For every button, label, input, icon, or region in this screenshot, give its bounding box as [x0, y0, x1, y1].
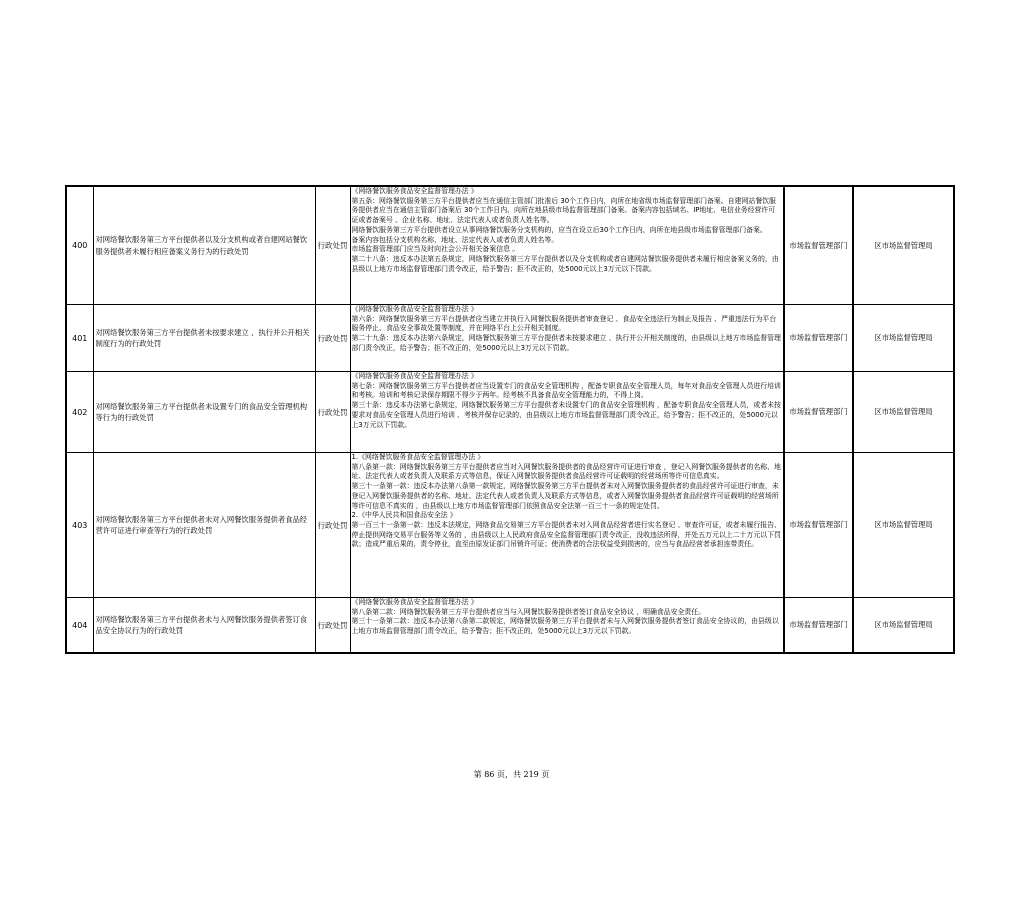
basis-line: 2.《中华人民共和国食品安全法 》	[351, 511, 457, 520]
item-category: 行政处罚	[315, 372, 350, 453]
basis-line: 第三十一条第一款：违反本办法第八条第一款规定，网络餐饮服务第三方平台提供者未对入网餐饮服务提供者的食品经营许可证进行审查，未登记入网餐饮服务提供者的名称、地址、法定代表人或者负责人及联系方式等信息，或者入网餐饮服务提供者食品经营许可证载明的经营场所等许可信息不真实的 ，由县级以上地方市场监督管理部门依照食品安全法第一百三十一条的规定处罚。	[351, 482, 779, 510]
basis-line: 第三十条：违反本办法第七条规定，网络餐饮服务第三方平台提供者未设置专门的食品安全管理机构 ，配备专职食品安全管理人员，或者未按要求对食品安全管理人员进行培训 、考核并保存记录的，由县级以上地方市场监督管理部门责令改正，给予警告；拒不改正的，处5000元以上3万元以下罚款。	[351, 401, 781, 429]
legal-basis	[350, 453, 784, 598]
legal-basis	[350, 186, 784, 305]
table-body	[66, 186, 954, 653]
item-category: 行政处罚	[315, 598, 350, 654]
basis-line: 第二十八条：违反本办法第五条规定，网络餐饮服务第三方平台提供者以及分支机构或者自建网站餐饮服务提供者未履行相应备案义务的，由县级以上地方市场监督管理部门责令改正，给予警告；拒不改正的，处5000元以上3万元以下罚款。	[351, 254, 779, 273]
legal-basis-text	[352, 305, 783, 371]
item-name: 对网络餐饮服务第三方平台提供者未设置专门的食品安全管理机构等行为的行政处罚	[93, 372, 315, 453]
footer-mid: 页，共	[496, 770, 521, 779]
legal-basis	[350, 372, 784, 453]
basis-line: 第六条：网络餐饮服务第三方平台提供者应当建立并执行入网餐饮服务提供者审查登记 、食品安全违法行为制止及报告 、严重违法行为平台服务停止、食品安全事故处置等制度，并在网络平台上公开相关制度。	[351, 314, 777, 333]
implementing-office: 区市场监督管理局	[853, 305, 954, 372]
responsible-department: 市场监督管理部门	[784, 598, 853, 654]
basis-line: 网络餐饮服务第三方平台提供者设立从事网络餐饮服务分支机构的，应当在设立后30个工作日内，向所在地县级市场监督管理部门备案。	[351, 225, 767, 234]
implementing-office: 区市场监督管理局	[853, 372, 954, 453]
legal-basis-text	[352, 187, 783, 304]
basis-line: 第五条：网络餐饮服务第三方平台提供者应当在通信主管部门批准后 30个工作日内，向所在地省级市场监督管理部门备案。自建网站餐饮服务提供者应当在通信主管部门备案后 30个工作日内，向所在地县级市场监督管理部门备案。备案内容包括域名、IP地址、电信业务经营许可证或者备案号 、企业名称、地址、法定代表人或者负责人姓名等。	[351, 196, 776, 225]
item-name: 对网络餐饮服务第三方平台提供者以及分支机构或者自建网站餐饮服务提供者未履行相应备案义务行为的行政处罚	[93, 186, 315, 305]
item-category: 行政处罚	[315, 305, 350, 372]
responsible-department: 市场监督管理部门	[784, 372, 853, 453]
basis-line: 第七条：网络餐饮服务第三方平台提供者应当设置专门的食品安全管理机构 ，配备专职食品安全管理人员，每年对食品安全管理人员进行培训和考核。培训和考核记录保存期限不得少于两年。经考核不具备食品安全管理能力的，不得上岗。	[351, 381, 781, 400]
basis-line: 备案内容包括分支机构名称、地址、法定代表人或者负责人姓名等。	[351, 235, 559, 244]
item-category: 行政处罚	[315, 186, 350, 305]
basis-line: 1.《网络餐饮服务食品安全监督管理办法 》	[351, 453, 485, 461]
basis-line: 第一百三十一条第一款：违反本法规定，网络食品交易第三方平台提供者未对入网食品经营者进行实名登记 、审查许可证，或者未履行报告、停止提供网络交易平台服务等义务的 ，由县级以上人民政府食品安全监督管理部门责令改正，没收违法所得，并处五万元以上二十万元以下罚款；造成严重后果的，责令停业，直至由原发证部门吊销许可证；使消费者的合法权益受到损害的，应当与食品经营者承担连带责任。	[351, 520, 781, 549]
footer-prefix: 第	[473, 770, 482, 779]
table-row	[66, 305, 954, 372]
responsible-department: 市场监督管理部门	[784, 305, 853, 372]
item-name: 对网络餐饮服务第三方平台提供者未按要求建立 、执行并公开相关制度行为的行政处罚	[93, 305, 315, 372]
item-name: 对网络餐饮服务第三方平台提供者未对入网餐饮服务提供者食品经营许可证进行审查等行为的行政处罚	[93, 453, 315, 598]
row-number: 400	[66, 186, 93, 305]
page-footer	[0, 769, 1023, 780]
responsible-department: 市场监督管理部门	[784, 453, 853, 598]
implementing-office: 区市场监督管理局	[853, 453, 954, 598]
item-category: 行政处罚	[315, 453, 350, 598]
basis-line: 《网络餐饮服务食品安全监督管理办法 》	[351, 598, 478, 606]
row-number: 401	[66, 305, 93, 372]
total-page-count: 219	[523, 770, 539, 779]
basis-line: 市场监督管理部门应当及时向社会公开相关备案信息 。	[351, 245, 520, 254]
implementing-office: 区市场监督管理局	[853, 598, 954, 654]
legal-basis-text	[352, 598, 783, 652]
table-row	[66, 186, 954, 305]
table-row	[66, 598, 954, 654]
implementing-office: 区市场监督管理局	[853, 186, 954, 305]
legal-basis-text	[352, 453, 783, 597]
basis-line: 《网络餐饮服务食品安全监督管理办法 》	[351, 187, 478, 195]
basis-line: 第二十九条：违反本办法第六条规定，网络餐饮服务第三方平台提供者未按要求建立 、执行并公开相关制度的，由县级以上地方市场监督管理部门责令改正，给予警告；拒不改正的，处5000元以上3万元以下罚款。	[351, 334, 781, 352]
basis-line: 《网络餐饮服务食品安全监督管理办法 》	[351, 372, 478, 380]
basis-line: 《网络餐饮服务食品安全监督管理办法 》	[351, 305, 478, 313]
table-row	[66, 372, 954, 453]
basis-line: 第八条第一款：网络餐饮服务第三方平台提供者应当对入网餐饮服务提供者的食品经营许可证进行审查 ，登记入网餐饮服务提供者的名称、地址、法定代表人或者负责人及联系方式等信息，保证入网餐饮服务提供者食品经营许可证载明的经营场所等许可信息真实。	[351, 462, 781, 481]
footer-suffix: 页	[541, 770, 550, 779]
administrative-penalty-table	[65, 185, 955, 654]
current-page-number: 86	[484, 770, 495, 779]
responsible-department: 市场监督管理部门	[784, 186, 853, 305]
basis-line: 第三十一条第二款：违反本办法第八条第二款规定，网络餐饮服务第三方平台提供者未与入网餐饮服务提供者签订食品安全协议的，由县级以上地方市场监督管理部门责令改正，给予警告；拒不改正的，处5000元以上3万元以下罚款。	[351, 617, 779, 636]
row-number: 403	[66, 453, 93, 598]
legal-basis	[350, 598, 784, 654]
basis-line: 第八条第二款：网络餐饮服务第三方平台提供者应当与入网餐饮服务提供者签订食品安全协议 ，明确食品安全责任。	[351, 607, 706, 616]
item-name: 对网络餐饮服务第三方平台提供者未与入网餐饮服务提供者签订食品安全协议行为的行政处罚	[93, 598, 315, 654]
row-number: 404	[66, 598, 93, 654]
legal-basis	[350, 305, 784, 372]
table-row	[66, 453, 954, 598]
row-number: 402	[66, 372, 93, 453]
legal-basis-text	[352, 372, 783, 452]
